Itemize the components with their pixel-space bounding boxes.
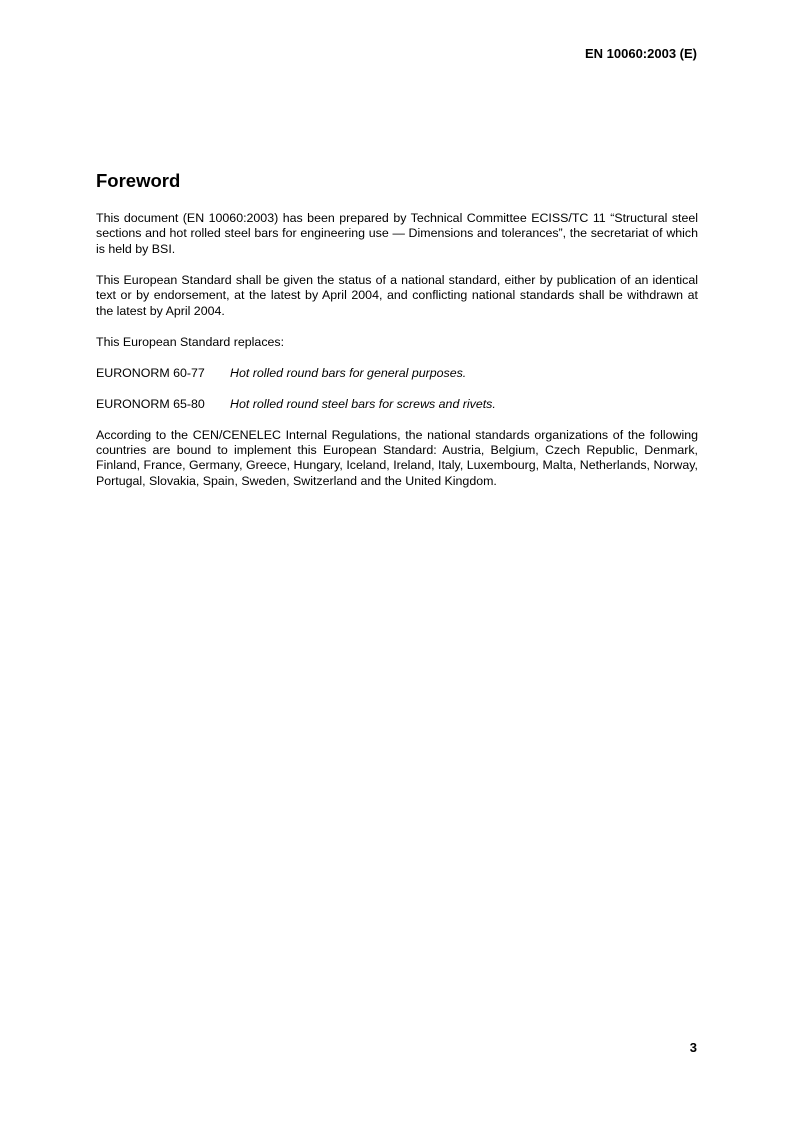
replaced-standard-item [96, 397, 698, 412]
replaced-standard-item [96, 366, 698, 381]
page-title: Foreword [96, 170, 181, 191]
page-number: 3 [689, 1040, 697, 1055]
paragraph-preparation: This document (EN 10060:2003) has been prepared by Technical Committee ECISS/TC 11 “Structural steel sections and hot rolled steel bars for engineering use — Dimensions and tolerances”, the secretariat of which is held by BSI. [96, 211, 698, 256]
paragraph-countries: According to the CEN/CENELEC Internal Regulations, the national standards organizations of the following countries are bound to implement this European Standard: Austria, Belgium, Czech Republic, Denmark, Finland, France, Germany, Greece, Hungary, Iceland, Ireland, Italy, Luxembourg, Malta, Netherlands, Norway, Portugal, Slovakia, Spain, Sweden, Switzerland and the United Kingdom. [96, 427, 698, 488]
replaced-standard-code: EURONORM 65-80 [96, 396, 205, 411]
paragraph-status: This European Standard shall be given the status of a national standard, either by publication of an identical text or by endorsement, at the latest by April 2004, and conflicting national standards shall be withdrawn at the latest by April 2004. [96, 272, 698, 318]
document-id-header: EN 10060:2003 (E) [584, 46, 697, 61]
replaced-standard-title: Hot rolled round steel bars for screws and rivets. [230, 396, 496, 411]
replaced-standard-code: EURONORM 60-77 [96, 365, 205, 380]
foreword-body [96, 211, 698, 505]
replaced-standard-title: Hot rolled round bars for general purposes. [230, 365, 467, 380]
paragraph-replaces: This European Standard replaces: [96, 334, 285, 349]
